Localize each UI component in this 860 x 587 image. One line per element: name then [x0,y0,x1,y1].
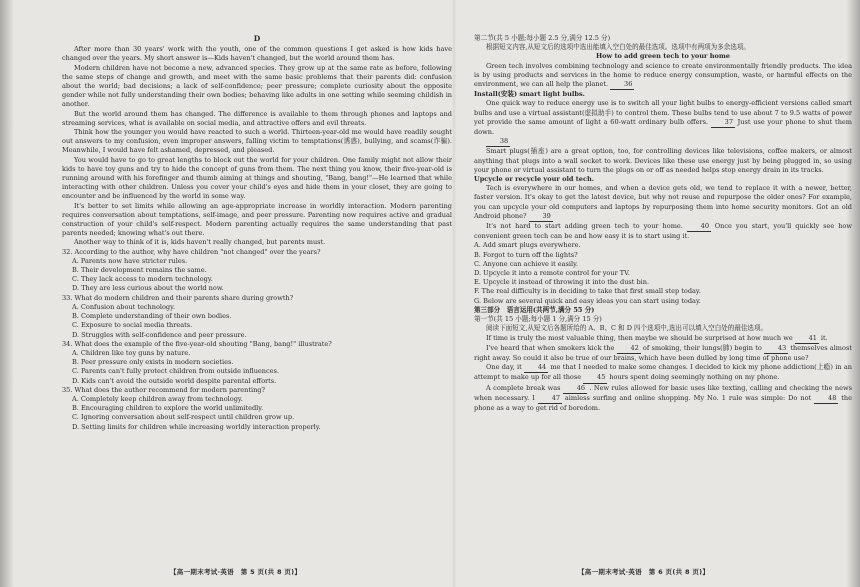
option[interactable]: D. Setting limits for children while increasing worldly interaction properly. [72,422,321,431]
option[interactable]: C. They lack access to modern technology. [72,275,213,284]
question-32: 32. According to the author, why have children "not changed" over the years? [62,247,321,256]
blank-38[interactable]: 38 [486,137,510,147]
blank-46[interactable]: 46 [563,384,587,394]
passage-paragraph: Another way to think of it is, kids haven't really changed, but parents must. [74,238,326,247]
blank-37[interactable]: 37 [711,118,735,128]
paragraph-text: hours spent doing seemingly nothing on my phone. [609,373,780,382]
option[interactable]: D. They are less curious about the world now. [72,284,224,293]
option[interactable]: D. Struggles with self-confidence and peer pressure. [72,330,247,339]
passage-paragraph: It's better to set limits while allowing an age-appropriate increase in worldly interaction. Modern parenting requires conversation about temptations, self-image, and peer pressure. Parenting now requires active and gradual construction of your child's self-respect. Modern parenting actually requires the same understanding that past parents needed; knowing what's out there. [62,201,452,238]
paragraph-text: Once you start, you'll quickly see how convenient green tech can be and how easy it is to start using it. [474,222,852,241]
passage-paragraph: Modern children have not become a new, advanced species. They grow up at the same rate as before, following the same steps of change and growth, and meet with the same basic problems that their parents did: confusion about the world; bad decisions; a lack of self-confidence; peer pressure; complete curiosity about the opposite gender while not fully understanding their own bodies; behaving like adults in one setting while seeming childish in another. [62,63,452,109]
option[interactable]: A. Parents now have stricter rules. [72,256,188,265]
paragraph-text: Tech is everywhere in our homes, and when a device gets old, we tend to replace it with a newer, better, faster version. It's okay to get the latest device, but why not reuse and repurpose the older ones? For example, you can upcycle your old computers and laptops by repurposing them into home security monitors. Got an old Android phone? [474,184,852,220]
option[interactable]: C. Exposure to social media threats. [72,321,193,330]
passage-title: How to add green tech to your home [596,52,730,61]
passage-paragraph: Smart plugs(插座) are a great option, too, for controlling devices like televisions, coffee makers, or almost anything that plugs into a wall socket to work. Devices like these use energy just by being plugged in, so using your phone or virtual assistant to turn the plugs on or off as needed helps stop energy drain in its tracks. [474,147,852,174]
paragraph-text: One quick way to reduce energy use is to switch all your light bulbs to energy-efficient versions called smart bulbs and use a virtual assistant(虚拟助手) to control them. These bulbs tend to use about 7 to 9.5 watts of power yet provide the same amount of light a 60-watt ordinary bulb offers. [474,99,852,126]
paragraph-text: It's not hard to start adding green tech to your home. [486,222,683,231]
passage-paragraph [474,99,852,137]
option-a[interactable]: A. Add smart plugs everywhere. [474,241,581,250]
option[interactable]: A. Completely keep children away from technology. [72,394,243,403]
option-g[interactable]: G. Below are several quick and easy ideas you can start using today. [474,296,701,305]
page-footer-right: 【高一期末考试·英语 第 6 页(共 8 页)】 [578,568,710,576]
paragraph-text: . New rules allowed for basic uses like texting, calling and checking the news when necessary. I [474,383,852,402]
blank-line [474,137,852,147]
paragraph-text: the phone as a way to get rid of boredom. [474,393,852,412]
option[interactable]: C. Parents can't fully protect children from outside influences. [72,367,279,376]
subheading-upcycle: Upcycle or recycle your old tech. [474,175,594,184]
question-34: 34. What does the example of the five-year-old shouting "Bang, bang!" illustrate? [62,339,332,348]
blank-42[interactable]: 42 [617,344,641,354]
passage-paragraph: After more than 30 years' work with the youth, one of the common questions I get asked is how kids have changed over the years. My short answer is—Kids haven't changed, but the world around them has. [62,45,452,63]
paragraph-text: aimless surfing and online shopping. My No. 1 rule was simple: Do not [564,393,812,402]
paragraph-text: One day, it [486,363,522,372]
blank-39[interactable]: 39 [529,212,553,222]
option[interactable]: C. Ignoring conversation about self-respect until children grow up. [72,413,295,422]
right-column [474,34,852,413]
paragraph-text: me that I needed to make some changes. I decided to kick my phone addiction(上瘾) in an attempt to make up for all those [474,363,852,382]
paragraph-text: Just use your phone to shut them down. [474,117,852,137]
blank-41[interactable]: 41 [795,334,819,344]
question-35: 35. What does the author recommend for modern parenting? [62,385,265,394]
part-three-instruction: 阅读下面短文,从短文后各题所给的 A、B、C 和 D 四个选项中,选出可以填入空白处的最佳选项。 [486,324,768,333]
option[interactable]: B. Their development remains the same. [72,266,207,275]
question-33: 33. What do modern children and their parents share during growth? [62,293,294,302]
paragraph-text: of smoking, their lungs(肺) begin to [642,343,762,352]
left-column [62,34,452,432]
option-d[interactable]: D. Upcycle it into a remote control for your TV. [474,269,630,278]
passage-paragraph: But the world around them has changed. The difference is available to them through phones and laptops and streaming services, what is available on social media, and attractive offers and evil threats. [62,109,452,127]
option[interactable]: B. Complete understanding of their own bodies. [72,312,232,321]
cloze-paragraph [474,344,852,363]
option-c[interactable]: C. Anyone can achieve it easily. [474,259,579,268]
passage-paragraph [474,62,852,91]
option[interactable]: B. Peer pressure only exists in modern societies. [72,358,234,367]
cloze-paragraph [474,363,852,383]
option[interactable]: D. Kids can't avoid the outside world despite parental efforts. [72,376,277,385]
passage-paragraph: You would have to go to great lengths to block out the world for your children. One family might not allow their kids to have toy guns and try to hide the concept of guns from them. The next thing you know, their five-year-old is running around with his forefinger and thumb aiming at things and shouting, "Bang, bang!"—He learned that while interacting with other children. Unless you cover your child's eyes and hide them in your closet, they are going to encounter and be influenced by the world in some way. [62,155,452,201]
page-edge-left [0,0,14,587]
paragraph-text: Green tech involves combining technology and science to create environmentally friendly products. The idea is by using products and services in the home to reduce energy consumption, waste, or harmful effects on the environment, we can all help the planet. [474,61,852,89]
blank-47[interactable]: 47 [538,394,562,404]
page-footer-left: 【高一期末考试·英语 第 5 页(共 8 页)】 [170,568,302,576]
cloze-paragraph [474,334,852,344]
section-instruction: 根据短文内容,从短文后的选项中选出能填入空白处的最佳选项。选项中有两项为多余选项。 [486,43,750,52]
blank-48[interactable]: 48 [814,394,838,404]
blank-40[interactable]: 40 [687,222,711,232]
passage-paragraph: Think how the younger you would have reacted to such a world. Thirteen-year-old me would have readily sought out answers to my confusion, even improper answers, falling victim to temptations(诱惑), bullying, and scams(诈骗). Meanwhile, I would have felt ashamed, depressed, and pleased. [62,128,452,155]
option-e[interactable]: E. Upcycle it instead of throwing it into the dust bin. [474,278,650,287]
part-three-section-one: 第一节(共 15 小题;每小题 1 分,满分 15 分) [474,315,602,324]
paragraph-text: themselves almost right away. So could it also be true of our brains, which have been dulled by long time of phone use? [474,343,852,362]
section-heading: 第二节(共 5 小题;每小题 2.5 分,满分 12.5 分) [474,34,611,42]
passage-paragraph [474,222,852,241]
option[interactable]: B. Encouraging children to explore the world unlimitedly. [72,404,264,413]
paragraph-text: I've heard that when smokers kick the [486,343,615,352]
option[interactable]: A. Children like toy guns by nature. [72,348,191,357]
part-three-heading: 第三部分 语言运用(共两节,满分 55 分) [474,305,595,314]
subheading-install: Install(安装) smart light bulbs. [474,90,585,99]
paragraph-text: it. [820,333,828,342]
option-f[interactable]: F. The real difficulty is in deciding to take that first small step today. [474,287,701,296]
option[interactable]: A. Confusion about technology. [72,302,176,311]
option-b[interactable]: B. Forgot to turn off the lights? [474,250,578,259]
paragraph-text: If time is truly the most valuable thing, then maybe we should be surprised at how much we [486,333,793,342]
blank-44[interactable]: 44 [524,363,548,373]
blank-45[interactable]: 45 [583,373,607,383]
section-letter: D [253,34,261,43]
cloze-paragraph [474,384,852,414]
blank-36[interactable]: 36 [610,80,634,90]
blank-43[interactable]: 43 [764,344,788,354]
paragraph-text: A complete break was [486,383,561,392]
page-fold [452,0,456,587]
passage-paragraph [474,184,852,222]
